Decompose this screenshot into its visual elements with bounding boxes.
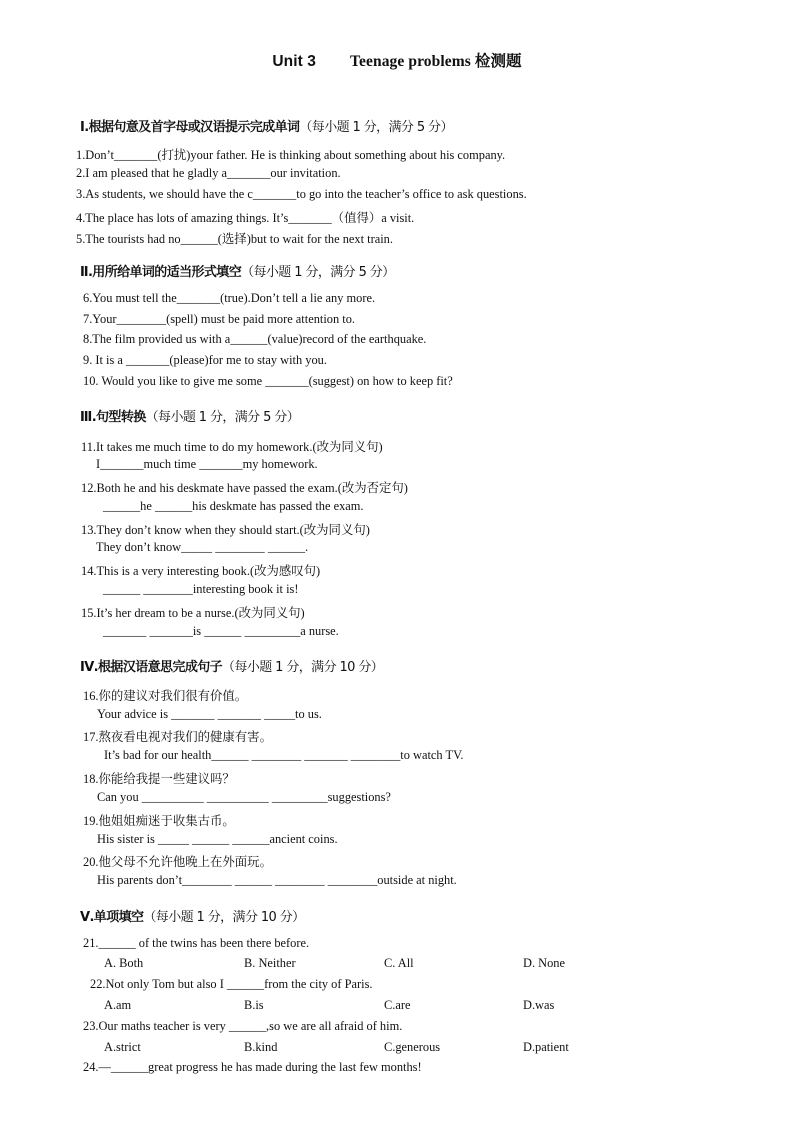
question-line: 8.The film provided us with a______(value)record of the earthquake. [83, 332, 427, 346]
title-name: Teenage problems 检测题 [350, 53, 522, 70]
question-line: 21.______ of the twins has been there before. [83, 936, 310, 950]
question-line: 11.It takes me much time to do my homework.(改为同义句) [81, 440, 383, 454]
section-heading-note: （每小题 1 分，满分 5 分） [299, 120, 453, 135]
answer-line: They don’t know_____ ________ ______. [96, 540, 309, 554]
question-line: 7.Your________(spell) must be paid more attention to. [83, 312, 355, 326]
question-line: 17.熬夜看电视对我们的健康有害。 [83, 730, 272, 744]
option-d: D.patient [523, 1040, 569, 1054]
section-heading-text: Ⅴ.单项填空 [80, 910, 144, 925]
section-heading [80, 116, 453, 135]
question-line: 13.They don’t know when they should start.(改为同义句) [81, 523, 370, 537]
option-d: D. None [523, 956, 565, 970]
question-line: 14.This is a very interesting book.(改为感叹句) [81, 564, 321, 578]
option-b: B. Neither [244, 956, 296, 970]
answer-line: ______he ______his deskmate has passed the exam. [103, 499, 364, 513]
answer-line: _______ _______is ______ _________a nurse. [103, 624, 339, 638]
section-heading [80, 656, 383, 675]
answer-line: His parents don’t________ ______ ________ ________outside at night. [97, 873, 457, 887]
answer-line: Can you __________ __________ _________suggestions? [97, 790, 391, 804]
question-line: 19.他姐姐痴迷于收集古币。 [83, 814, 235, 828]
option-a: A.strict [104, 1040, 141, 1054]
answer-line: His sister is _____ ______ ______ancient coins. [97, 832, 338, 846]
page-title [0, 49, 794, 71]
question-line: 23.Our maths teacher is very ______,so we are all afraid of him. [83, 1019, 403, 1033]
question-line: 3.As students, we should have the c_______to go into the teacher’s office to ask questions. [76, 187, 527, 201]
section-heading-text: Ⅱ.用所给单词的适当形式填空 [80, 265, 242, 280]
section-heading [80, 906, 305, 925]
question-line: 10. Would you like to give me some _______(suggest) on how to keep fit? [83, 374, 453, 388]
option-b: B.is [244, 998, 264, 1012]
section-heading-note: （每小题 1 分，满分 5 分） [241, 265, 395, 280]
answer-line: I_______much time _______my homework. [96, 457, 318, 471]
section-heading-note: （每小题 1 分，满分 5 分） [145, 410, 300, 425]
section-heading [80, 261, 395, 280]
question-line: 22.Not only Tom but also I ______from the city of Paris. [90, 977, 373, 991]
option-a: A.am [104, 998, 132, 1012]
question-line: 6.You must tell the_______(true).Don’t tell a lie any more. [83, 291, 376, 305]
question-line: 24.—______great progress he has made during the last few months! [83, 1060, 422, 1074]
answer-line: ______ ________interesting book it is! [103, 582, 299, 596]
option-b: B.kind [244, 1040, 278, 1054]
question-line: 12.Both he and his deskmate have passed the exam.(改为否定句) [81, 481, 408, 495]
question-line: 20.他父母不允许他晚上在外面玩。 [83, 855, 272, 869]
section-heading-note: （每小题 1 分，满分 10 分） [222, 660, 384, 675]
option-d: D.was [523, 998, 555, 1012]
question-line: 9. It is a _______(please)for me to stay with you. [83, 353, 327, 367]
option-c: C.generous [384, 1040, 441, 1054]
question-line: 5.The tourists had no______(选择)but to wait for the next train. [76, 232, 393, 246]
option-c: C.are [384, 998, 411, 1012]
section-heading-text: Ⅲ.句型转换 [80, 410, 146, 425]
section-heading-note: （每小题 1 分，满分 10 分） [143, 910, 305, 925]
title-unit: Unit 3 [272, 53, 316, 70]
answer-line: Your advice is _______ _______ _____to us. [97, 707, 322, 721]
question-line: 16.你的建议对我们很有价值。 [83, 689, 248, 703]
option-c: C. All [384, 956, 414, 970]
question-line: 15.It’s her dream to be a nurse.(改为同义句) [81, 606, 305, 620]
section-heading [80, 406, 299, 425]
section-heading-text: Ⅰ.根据句意及首字母或汉语提示完成单词 [80, 120, 300, 135]
option-a: A. Both [104, 956, 144, 970]
question-line: 2.I am pleased that he gladly a_______our invitation. [76, 166, 341, 180]
question-line: 4.The place has lots of amazing things. It’s_______（值得）a visit. [76, 211, 415, 225]
question-line: 18.你能给我提一些建议吗？ [83, 772, 235, 786]
answer-line: It’s bad for our health______ ________ _______ ________to watch TV. [104, 748, 464, 762]
question-line: 1.Don’t_______(打扰)your father. He is thinking about something about his company. [76, 148, 506, 162]
section-heading-text: Ⅳ.根据汉语意思完成句子 [80, 660, 223, 675]
